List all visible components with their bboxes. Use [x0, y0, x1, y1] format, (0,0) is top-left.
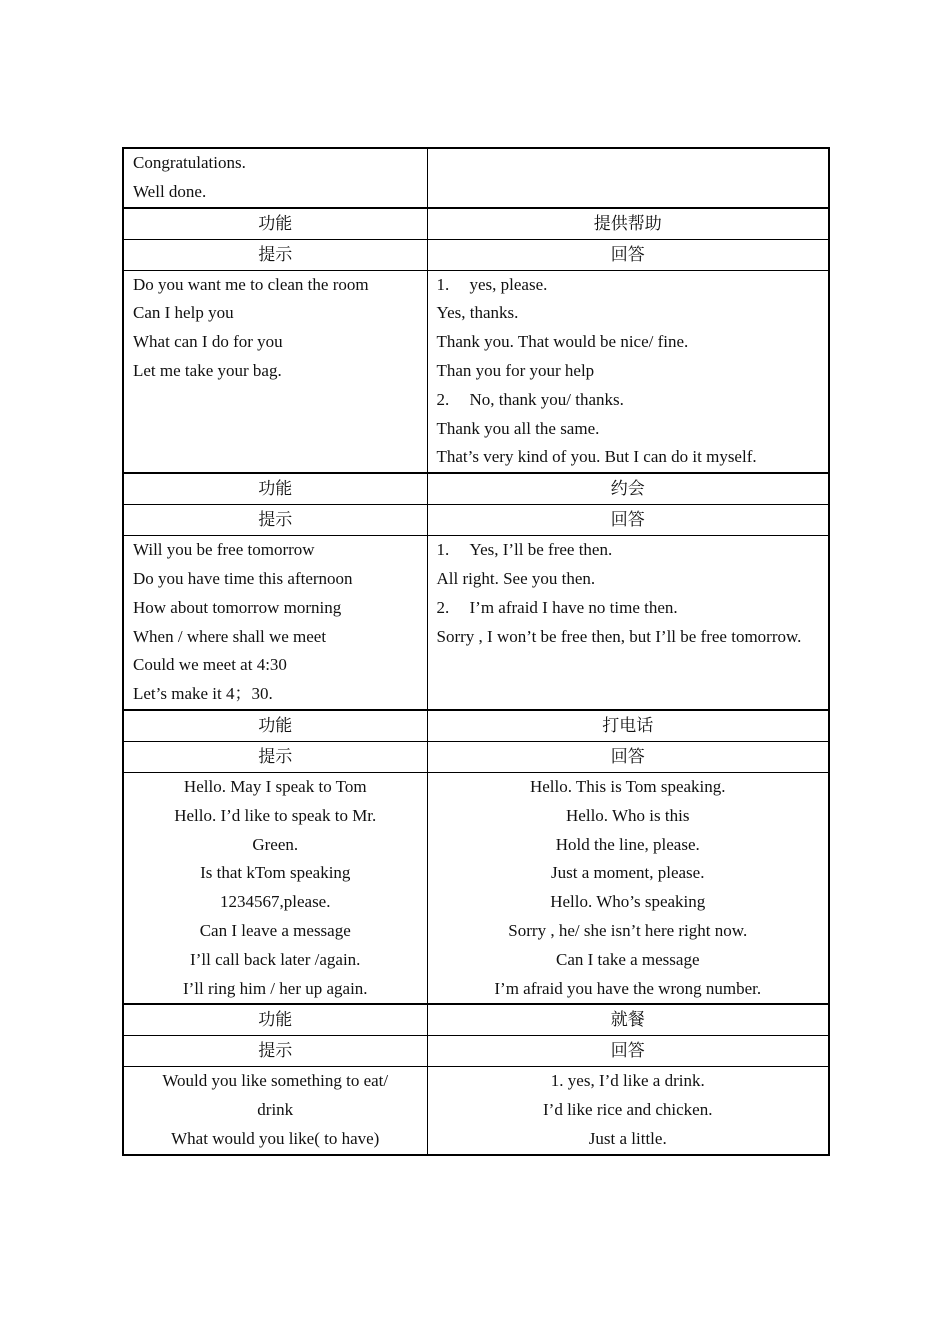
hint-answer-row [123, 505, 829, 536]
prompt-line: What would you like( to have) [171, 1128, 380, 1148]
dining-content-row [123, 1067, 829, 1155]
prompt-line: Do you want me to clean the room [133, 274, 369, 294]
response-line: Hello. Who is this [566, 805, 690, 825]
response-line [437, 386, 820, 415]
congrats-prompts-cell [123, 148, 427, 208]
function-row [123, 1004, 829, 1036]
response-line: 1. yes, I’d like a drink. [550, 1071, 705, 1091]
answer-label: 回答 [427, 505, 829, 536]
response-line: Just a moment, please. [551, 863, 705, 883]
prompt-line: What can I do for you [133, 332, 283, 352]
hint-label: 提示 [123, 505, 427, 536]
response-line: Sorry , I won’t be free then, but I’ll be free tomorrow. [436, 626, 802, 646]
response-line [437, 594, 820, 623]
list-number: 1. [436, 540, 450, 560]
response-line: Hello. This is Tom speaking. [529, 776, 726, 796]
prompt-line: Can I help you [133, 303, 234, 323]
response-line: Hello. Who’s speaking [550, 892, 706, 912]
prompt-line: When / where shall we meet [133, 626, 327, 646]
prompt-line: 1234567,please. [220, 892, 331, 912]
dining-prompts-cell [123, 1067, 427, 1155]
function-label: 功能 [123, 208, 427, 240]
response-line: Hold the line, please. [555, 834, 700, 854]
phone-prompts-cell [123, 772, 427, 1004]
hint-label: 提示 [123, 239, 427, 270]
prompt-line: Let’s make it 4；30. [133, 684, 273, 704]
response-line: Sorry , he/ she isn’t here right now. [508, 920, 748, 940]
prompt-line: Hello. I’d like to speak to Mr. [174, 805, 377, 825]
appointment-content-row [123, 536, 829, 710]
response-line [437, 536, 820, 565]
response-line: That’s very kind of you. But I can do it myself. [436, 447, 757, 467]
function-value: 约会 [427, 473, 829, 505]
response-line: Thank you all the same. [436, 418, 600, 438]
list-number: 1. [436, 274, 450, 294]
prompt-line: Hello. May I speak to Tom [183, 776, 367, 796]
response-text: No, thank you/ thanks. [469, 389, 624, 409]
prompt-line: Well done. [133, 181, 207, 201]
response-text: yes, please. [469, 274, 548, 294]
prompt-line: Let me take your bag. [133, 360, 282, 380]
function-value: 打电话 [427, 710, 829, 742]
prompt-line: Is that kTom speaking [200, 863, 351, 883]
response-line: I’d like rice and chicken. [543, 1100, 713, 1120]
hint-answer-row [123, 1036, 829, 1067]
appointment-prompts-cell [123, 536, 427, 710]
dialogue-function-table [122, 147, 830, 1156]
answer-label: 回答 [427, 1036, 829, 1067]
hint-label: 提示 [123, 741, 427, 772]
hint-label: 提示 [123, 1036, 427, 1067]
response-line: Yes, thanks. [436, 303, 519, 323]
list-number: 2. [436, 597, 450, 617]
help-responses-cell [427, 270, 829, 473]
help-prompts-cell [123, 270, 427, 473]
response-line: I’m afraid you have the wrong number. [494, 978, 762, 998]
function-value: 就餐 [427, 1004, 829, 1036]
response-line: Than you for your help [436, 360, 595, 380]
function-label: 功能 [123, 473, 427, 505]
help-content-row [123, 270, 829, 473]
prompt-line: Green. [252, 834, 299, 854]
prompt-line: Do you have time this afternoon [133, 568, 353, 588]
answer-label: 回答 [427, 741, 829, 772]
response-text: I’m afraid I have no time then. [469, 597, 678, 617]
prompt-line: I’ll ring him / her up again. [182, 978, 368, 998]
function-label: 功能 [123, 1004, 427, 1036]
prompt-line: Could we meet at 4:30 [133, 655, 287, 675]
prompt-line: Can I leave a message [199, 920, 351, 940]
dining-responses-cell [427, 1067, 829, 1155]
response-text: Yes, I’ll be free then. [469, 540, 613, 560]
prompt-line: I’ll call back later /again. [190, 949, 361, 969]
response-line: All right. See you then. [436, 568, 596, 588]
function-row [123, 473, 829, 505]
prompt-line: drink [257, 1100, 294, 1120]
function-row [123, 208, 829, 240]
prompt-line: Congratulations. [133, 153, 246, 172]
response-line [437, 271, 820, 300]
response-line: Just a little. [588, 1128, 667, 1148]
prompt-line: How about tomorrow morning [133, 597, 342, 617]
response-line: Thank you. That would be nice/ fine. [436, 332, 689, 352]
prompt-line: Will you be free tomorrow [133, 540, 315, 560]
phone-content-row [123, 772, 829, 1004]
congrats-row [123, 148, 829, 208]
list-number: 2. [436, 389, 450, 409]
phone-responses-cell [427, 772, 829, 1004]
hint-answer-row [123, 239, 829, 270]
function-row [123, 710, 829, 742]
answer-label: 回答 [427, 239, 829, 270]
function-label: 功能 [123, 710, 427, 742]
prompt-line: Would you like something to eat/ [162, 1071, 389, 1091]
response-line: Can I take a message [556, 949, 700, 969]
appointment-responses-cell [427, 536, 829, 710]
congrats-responses-cell [427, 148, 829, 208]
function-value: 提供帮助 [427, 208, 829, 240]
hint-answer-row [123, 741, 829, 772]
